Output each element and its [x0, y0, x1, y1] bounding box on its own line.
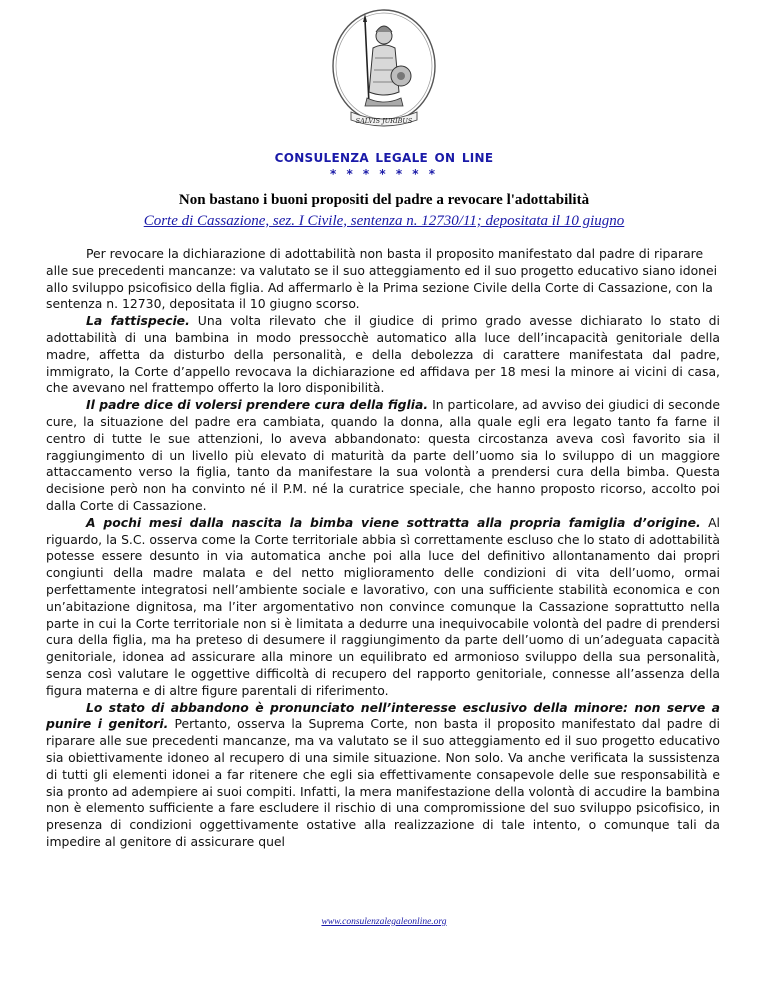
brand-heading: CONSULENZA LEGALE ON LINE: [274, 151, 494, 165]
seal-logo: [329, 6, 439, 132]
paragraph-lead: Lo stato di abbandono è pronunciato nell’interesse esclusivo della minore: non serve a punire i genitori.: [46, 699, 720, 732]
article-subtitle-link[interactable]: Corte di Cassazione, sez. I Civile, sentenza n. 12730/11; depositata il 10 giugno: [143, 213, 625, 229]
paragraph-text: Pertanto, osserva la Suprema Corte, non basta il proposito manifestato dal padre di riparare alle sue precedenti mancanze, ma va valutato se il suo atteggiamento ed il suo progetto educativo sia obiettivamente idoneo al recupero di una simile situazione. Non solo. Va anche verificata la sussistenza di tutti gli elementi idonei a far ritenere che egli sia effettivamente consapevole delle sue responsabilità e sia pronto ad adempiere ai suoi compiti. Infatti, la mera manifestazione della volontà di accudire la bambina non è elemento sufficiente a fare escludere il rischio di una compromissione del suo sviluppo psicofisico, in presenza di condizioni oggettivamente ostative alla realizzazione di tale intento, o comunque tali da impedire al genitore di assicurare quel: [46, 716, 721, 849]
paragraph-lead: La fattispecie.: [86, 313, 190, 329]
paragraph-lead: A pochi mesi dalla nascita la bimba viene sottratta alla propria famiglia d’origine.: [86, 514, 701, 530]
article-title: Non bastano i buoni propositi del padre a revocare l'adottabilità: [178, 192, 590, 208]
article-body: [46, 246, 720, 851]
paragraph: [46, 246, 720, 313]
paragraph: [46, 700, 720, 851]
footer-website-link[interactable]: www.consulenzalegaleonline.org: [321, 917, 447, 927]
paragraph: [46, 313, 720, 397]
paragraph-text: Una volta rilevato che il giudice di primo grado avesse dichiarato lo stato di adottabilità di una bambina in modo pressocchè automatico alla luce dell’incapacità genitoriale della madre, affetta da disturbo della personalità, e della debolezza di carattere manifestata dal padre, immigrato, la Corte d’appello revocava la dichiarazione ed affidava per 18 mesi la minore ai vicini di casa, che avevano nel frattempo offerto la loro disponibilità.: [46, 313, 720, 396]
brand-stars: * * * * * * *: [330, 167, 438, 181]
paragraph-lead: Il padre dice di volersi prendere cura della figlia.: [86, 397, 429, 413]
paragraph: [46, 515, 720, 700]
paragraph: [46, 397, 720, 515]
paragraph-text: Per revocare la dichiarazione di adottabilità non basta il proposito manifestato dal padre di riparare alle sue precedenti mancanze: va valutato se il suo atteggiamento ed il suo progetto educativo siano idonei allo sviluppo psicofisico della figlia. Ad affermarlo è la Prima sezione Civile della Corte di Cassazione, con la sentenza n. 12730, depositata il 10 giugno scorso.: [46, 246, 718, 312]
paragraph-text: In particolare, ad avviso dei giudici di seconde cure, la situazione del padre era cambiata, quando la donna, alla quale egli era legato tanto fa farne il centro di tutte le sue attenzioni, lo aveva abbandonato: questa circostanza aveva così favorito sia il raggiungimento di un livello più elevato di maturità da parte dell’uomo sia lo sviluppo di un maggiore attaccamento verso la figlia, tanto da manifestare la sua volontà a prendersi cura della bimba. Questa decisione però non ha convinto né il P.M. né la curatrice speciale, che hanno proposto ricorso, accolto poi dalla Corte di Cassazione.: [46, 397, 720, 513]
logo-motto: SALVIS JURIBUS: [355, 117, 413, 125]
paragraph-text: Al riguardo, la S.C. osserva come la Corte territoriale abbia sì correttamente escluso che lo stato di adottabilità potesse essere desunto in via automatica anche poi alla luce del definitivo allontanamento dai propri congiunti della madre malata e del netto miglioramento delle condizioni di vita dell’uomo, ormai perfettamente integratosi nell’ambiente sociale e lavorativo, con una sufficiente stabilità economica e con un’abitazione dignitosa, ma l’iter argomentativo non convince comunque la Cassazione soprattutto nella parte in cui la Corte territoriale non si è limitata a dedurre una inequivocabile volontà del padre di prendersi cura della figlia, ma ha preteso di desumere il raggiungimento da parte dell’uomo di un’adeguata capacità genitoriale, idonea ad assicurare alla minore un equilibrato ed armonioso sviluppo della sua personalità, senza così valutare le oggettive difficoltà di recupero del rapporto genitoriale, connesse all’assenza della figura materna e di altre figure parentali di riferimento.: [46, 514, 720, 698]
